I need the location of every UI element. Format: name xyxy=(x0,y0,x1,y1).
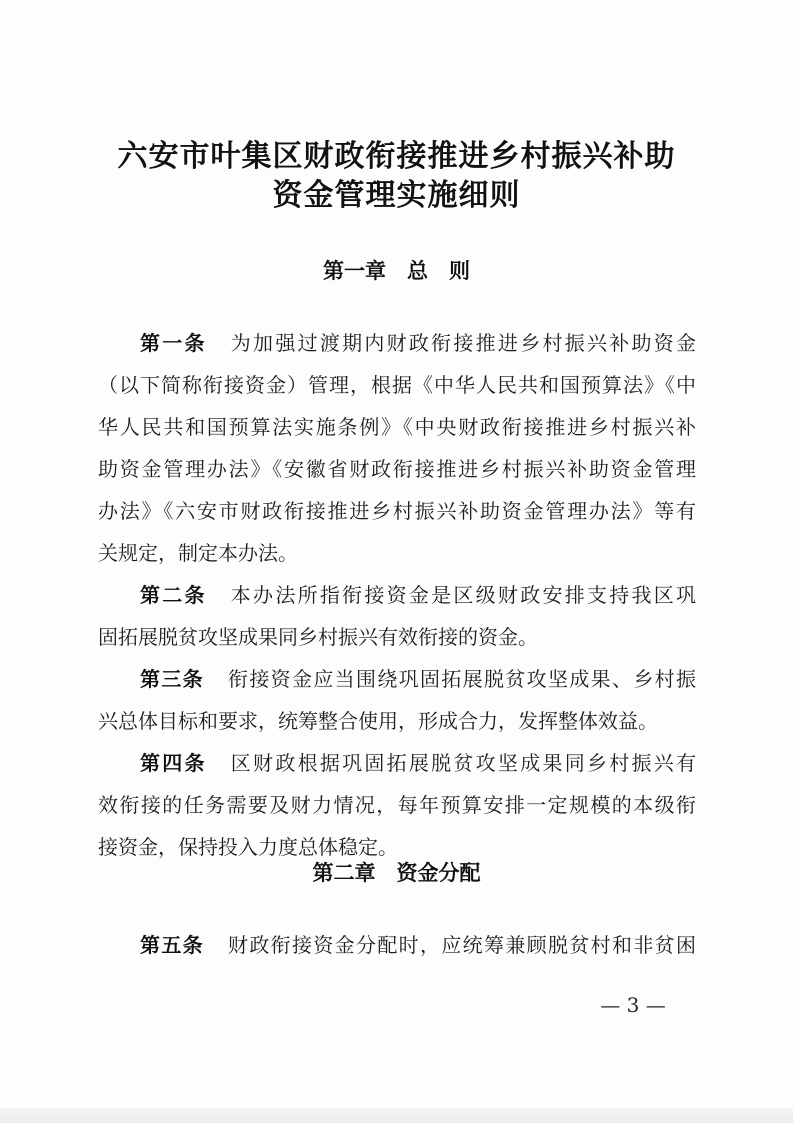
article-4-line-1 xyxy=(140,748,696,778)
article-4-text-1: 区财政根据巩固拓展脱贫攻坚成果同乡村振兴有 xyxy=(230,751,697,775)
article-2-text-1: 本办法所指衔接资金是区级财政安排支持我区巩 xyxy=(230,583,697,607)
article-1-line-3: 华人民共和国预算法实施条例》《中央财政衔接推进乡村振兴补 xyxy=(98,415,696,439)
article-2-label: 第二条 xyxy=(140,583,207,607)
article-3-text-1: 衔接资金应当围绕巩固拓展脱贫攻坚成果、乡村振 xyxy=(228,667,696,691)
article-1-text-1: 为加强过渡期内财政衔接推进乡村振兴补助资金 xyxy=(230,331,697,355)
article-1-line-1 xyxy=(140,328,696,358)
article-1-line-5: 办法》《六安市财政衔接推进乡村振兴补助资金管理办法》等有 xyxy=(98,499,696,523)
article-2-line-1 xyxy=(140,580,696,610)
article-5-line-1 xyxy=(140,930,696,960)
article-4-line-2: 效衔接的任务需要及财力情况，每年预算安排一定规模的本级衔 xyxy=(98,793,696,817)
article-4-label: 第四条 xyxy=(140,751,207,775)
page-number: — 3 — xyxy=(600,993,666,1017)
article-3-line-1 xyxy=(140,664,696,694)
page-bottom-edge xyxy=(0,1108,793,1123)
article-1-line-6: 关规定，制定本办法。 xyxy=(98,541,298,565)
article-3-line-2: 兴总体目标和要求，统筹整合使用，形成合力，发挥整体效益。 xyxy=(98,709,658,733)
document-title-line-1: 六安市叶集区财政衔接推进乡村振兴补助 xyxy=(117,139,676,174)
article-2-line-2: 固拓展脱贫攻坚成果同乡村振兴有效衔接的资金。 xyxy=(98,625,538,649)
article-5-text-1: 财政衔接资金分配时，应统筹兼顾脱贫村和非贫困 xyxy=(228,933,696,957)
chapter-heading-fund-allocation: 第二章 资金分配 xyxy=(312,861,481,885)
article-4-line-3: 接资金，保持投入力度总体稳定。 xyxy=(98,835,398,859)
article-5-label: 第五条 xyxy=(140,933,204,957)
article-1-line-4: 助资金管理办法》《安徽省财政衔接推进乡村振兴补助资金管理 xyxy=(98,457,696,481)
document-title-line-2: 资金管理实施细则 xyxy=(272,178,521,213)
article-3-label: 第三条 xyxy=(140,667,204,691)
chapter-heading-general: 第一章 总 则 xyxy=(323,259,470,283)
article-1-label: 第一条 xyxy=(140,331,207,355)
article-1-line-2: （以下简称衔接资金）管理，根据《中华人民共和国预算法》《中 xyxy=(98,373,696,397)
